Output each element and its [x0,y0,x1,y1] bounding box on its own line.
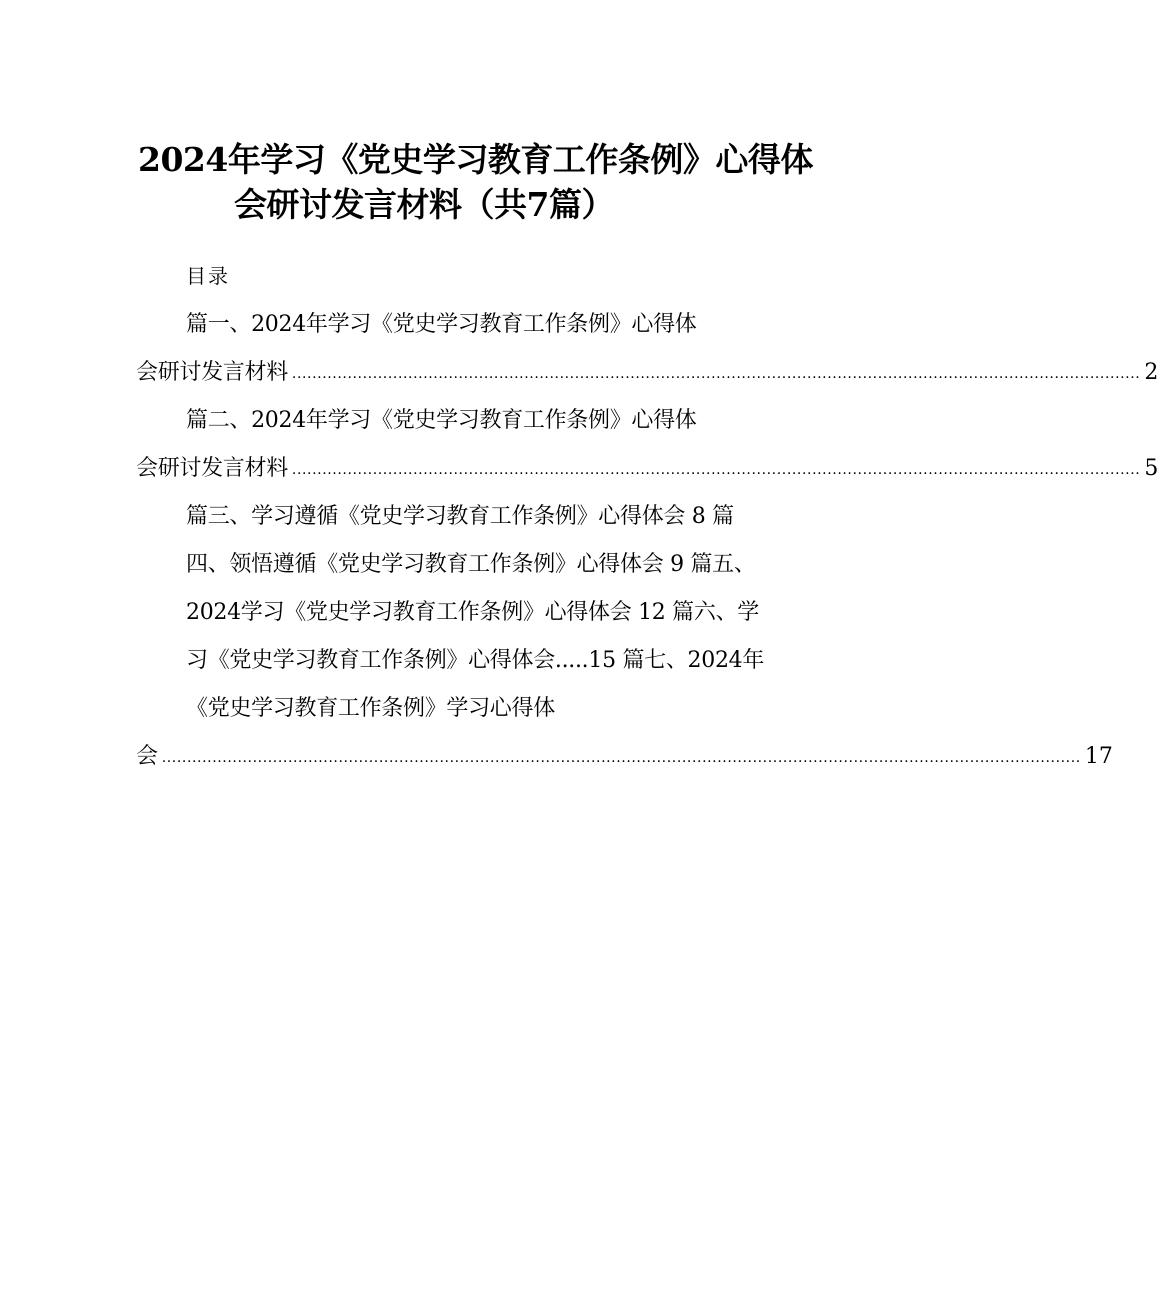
toc-heading: 目录 [186,264,230,288]
toc-run-line-5: 《党史学习教育工作条例》学习心得体 [186,696,555,721]
toc-entry-1-line-1: 篇一、2024年学习《党史学习教育工作条例》心得体 [186,312,697,337]
toc-entry-last-label: 会 [136,744,158,769]
toc-run-line-2: 四、领悟遵循《党史学习教育工作条例》心得体会 9 篇五、 [186,552,756,577]
toc-entry-2-page: 5 [1144,456,1158,481]
toc-leader-dots: ........................................................................................................................................................................ [291,366,1141,382]
toc-entry-last-row [136,742,1113,772]
title-line-2: 会研讨发言材料（共7篇） [234,185,614,224]
title-line-1: 2024年学习《党史学习教育工作条例》心得体 [138,140,813,179]
toc-entry-2-line-1: 篇二、2024年学习《党史学习教育工作条例》心得体 [186,408,697,433]
toc-entry-1-row [136,358,1158,388]
toc-entry-last-page: 17 [1084,744,1113,769]
toc-leader-dots: ...................................................................................................................................................................................... [161,750,1081,766]
toc-run-line-4: 习《党史学习教育工作条例》心得体会.....15 篇七、2024年 [186,648,765,673]
toc-entry-2-line-2: 会研讨发言材料 [136,456,288,481]
toc-entry-1-line-2: 会研讨发言材料 [136,360,288,385]
toc-run-line-1: 篇三、学习遵循《党史学习教育工作条例》心得体会 8 篇 [186,504,734,529]
toc-run-line-3: 2024学习《党史学习教育工作条例》心得体会 12 篇六、学 [186,600,759,625]
toc-entry-1-page: 2 [1144,360,1158,385]
toc-leader-dots: ........................................................................................................................................................................ [291,462,1141,478]
toc-entry-2-row [136,454,1158,484]
